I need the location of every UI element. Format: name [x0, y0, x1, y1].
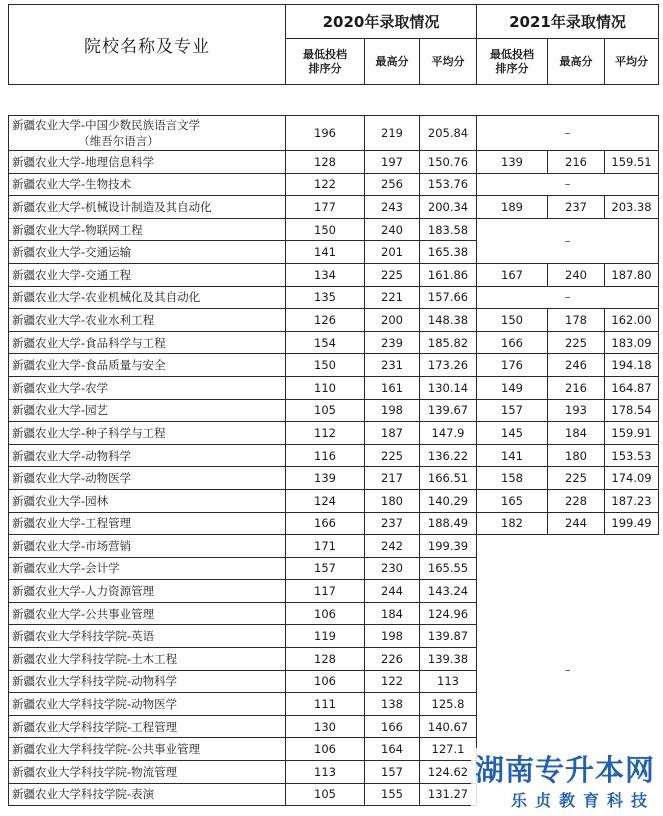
- header-2020-min-label: 最低投档 排序分: [303, 47, 347, 75]
- max-2020: 187: [365, 422, 420, 445]
- major-name: 新疆农业大学-机械设计制造及其自动化: [9, 196, 286, 219]
- min-2020: 122: [286, 173, 365, 196]
- avg-2020: 200.34: [420, 196, 477, 219]
- min-2020: 134: [286, 263, 365, 286]
- min-2020: 150: [286, 354, 365, 377]
- avg-2020: 139.87: [420, 625, 477, 648]
- max-2020: 225: [365, 444, 420, 467]
- max-2020: 164: [365, 738, 420, 761]
- avg-2020: 157.66: [420, 286, 477, 309]
- max-2020: 161: [365, 376, 420, 399]
- avg-2021: 187.80: [605, 263, 659, 286]
- max-2020: 157: [365, 761, 420, 784]
- min-2020: 112: [286, 422, 365, 445]
- table-row: [9, 354, 659, 377]
- min-2020: 150: [286, 218, 365, 241]
- avg-2021: 178.54: [605, 399, 659, 422]
- avg-2021: 164.87: [605, 376, 659, 399]
- min-2020: 105: [286, 783, 365, 806]
- major-name: 新疆农业大学-动物科学: [9, 444, 286, 467]
- min-2020: 126: [286, 309, 365, 332]
- no-data-2021: –: [477, 218, 659, 263]
- header-2020-max: 最高分: [365, 39, 420, 85]
- avg-2020: 147.9: [420, 422, 477, 445]
- avg-2020: 130.14: [420, 376, 477, 399]
- table-row: [9, 512, 659, 535]
- header-2020-min: [286, 39, 365, 85]
- min-2020: 116: [286, 444, 365, 467]
- avg-2020: 165.38: [420, 241, 477, 264]
- table-row: [9, 309, 659, 332]
- watermark: [471, 748, 659, 814]
- major-name-line2: （维吾尔语言）: [78, 134, 159, 148]
- table-row: [9, 263, 659, 286]
- max-2020: 240: [365, 218, 420, 241]
- min-2020: 177: [286, 196, 365, 219]
- avg-2021: 194.18: [605, 354, 659, 377]
- major-name: 新疆农业大学-交通运输: [9, 241, 286, 264]
- table-row: [9, 151, 659, 174]
- max-2020: 198: [365, 625, 420, 648]
- max-2020: 237: [365, 512, 420, 535]
- major-name: 新疆农业大学-公共事业管理: [9, 602, 286, 625]
- avg-2020: 153.76: [420, 173, 477, 196]
- table-row: [9, 196, 659, 219]
- major-name: 新疆农业大学-农业水利工程: [9, 309, 286, 332]
- header-2021-max: 最高分: [548, 39, 605, 85]
- table-row: [9, 535, 659, 558]
- min-2021: 189: [477, 196, 548, 219]
- admission-table-frame: [8, 4, 658, 814]
- min-2020: 139: [286, 467, 365, 490]
- major-name: 新疆农业大学-食品科学与工程: [9, 331, 286, 354]
- major-name: 新疆农业大学-农学: [9, 376, 286, 399]
- max-2020: 198: [365, 399, 420, 422]
- min-2020: 154: [286, 331, 365, 354]
- header-2021-avg: 平均分: [605, 39, 659, 85]
- max-2021: 178: [548, 309, 605, 332]
- avg-2020: 161.86: [420, 263, 477, 286]
- max-2021: 246: [548, 354, 605, 377]
- avg-2020: 148.38: [420, 309, 477, 332]
- admission-table: [8, 4, 659, 806]
- min-2021: 157: [477, 399, 548, 422]
- min-2021: 165: [477, 489, 548, 512]
- table-row: [9, 399, 659, 422]
- min-2020: 105: [286, 399, 365, 422]
- major-name: 新疆农业大学-动物医学: [9, 467, 286, 490]
- min-2021: 150: [477, 309, 548, 332]
- major-name: 新疆农业大学科技学院-公共事业管理: [9, 738, 286, 761]
- max-2020: 221: [365, 286, 420, 309]
- major-name: 新疆农业大学-人力资源管理: [9, 580, 286, 603]
- major-name: 新疆农业大学-交通工程: [9, 263, 286, 286]
- avg-2020: 185.82: [420, 331, 477, 354]
- avg-2020: 113: [420, 670, 477, 693]
- min-2020: 110: [286, 376, 365, 399]
- max-2020: 200: [365, 309, 420, 332]
- avg-2020: 166.51: [420, 467, 477, 490]
- avg-2020: 143.24: [420, 580, 477, 603]
- min-2021: 166: [477, 331, 548, 354]
- watermark-subtitle: 乐贞教育科技: [510, 791, 655, 810]
- avg-2020: 173.26: [420, 354, 477, 377]
- min-2020: 117: [286, 580, 365, 603]
- min-2020: 106: [286, 738, 365, 761]
- max-2020: 226: [365, 648, 420, 671]
- table-row: [9, 331, 659, 354]
- min-2020: 166: [286, 512, 365, 535]
- max-2021: 180: [548, 444, 605, 467]
- max-2020: 244: [365, 580, 420, 603]
- min-2020: 119: [286, 625, 365, 648]
- avg-2021: 199.49: [605, 512, 659, 535]
- major-name: 新疆农业大学-地理信息科学: [9, 151, 286, 174]
- min-2020: 128: [286, 151, 365, 174]
- max-2020: 239: [365, 331, 420, 354]
- avg-2021: 203.38: [605, 196, 659, 219]
- avg-2020: 125.8: [420, 693, 477, 716]
- major-name: 新疆农业大学-园艺: [9, 399, 286, 422]
- avg-2020: 124.96: [420, 602, 477, 625]
- table-row: [9, 116, 659, 151]
- major-name: 新疆农业大学-市场营销: [9, 535, 286, 558]
- avg-2020: 124.62: [420, 761, 477, 784]
- min-2020: 111: [286, 693, 365, 716]
- header-college-major: 院校名称及专业: [9, 5, 286, 85]
- max-2021: 240: [548, 263, 605, 286]
- max-2020: 230: [365, 557, 420, 580]
- max-2020: 217: [365, 467, 420, 490]
- min-2020: 128: [286, 648, 365, 671]
- min-2021: 167: [477, 263, 548, 286]
- min-2020: 141: [286, 241, 365, 264]
- avg-2020: 127.1: [420, 738, 477, 761]
- min-2021: 182: [477, 512, 548, 535]
- no-data-2021: –: [477, 535, 659, 806]
- major-name: 新疆农业大学科技学院-英语: [9, 625, 286, 648]
- table-row: [9, 286, 659, 309]
- major-name: 新疆农业大学科技学院-动物科学: [9, 670, 286, 693]
- max-2020: 122: [365, 670, 420, 693]
- header-2020-avg: 平均分: [420, 39, 477, 85]
- max-2021: 184: [548, 422, 605, 445]
- min-2020: 124: [286, 489, 365, 512]
- avg-2020: 183.58: [420, 218, 477, 241]
- max-2020: 180: [365, 489, 420, 512]
- avg-2020: 131.27: [420, 783, 477, 806]
- min-2020: 106: [286, 670, 365, 693]
- major-name: 新疆农业大学-食品质量与安全: [9, 354, 286, 377]
- major-name: 新疆农业大学-生物技术: [9, 173, 286, 196]
- max-2020: 155: [365, 783, 420, 806]
- max-2021: 244: [548, 512, 605, 535]
- max-2020: 219: [365, 116, 420, 151]
- min-2020: 196: [286, 116, 365, 151]
- min-2020: 113: [286, 761, 365, 784]
- min-2020: 106: [286, 602, 365, 625]
- avg-2020: 140.29: [420, 489, 477, 512]
- max-2020: 138: [365, 693, 420, 716]
- major-name: 新疆农业大学-物联网工程: [9, 218, 286, 241]
- max-2021: 216: [548, 151, 605, 174]
- max-2020: 243: [365, 196, 420, 219]
- min-2021: 176: [477, 354, 548, 377]
- major-name: 新疆农业大学-种子科学与工程: [9, 422, 286, 445]
- max-2021: 225: [548, 467, 605, 490]
- max-2020: 184: [365, 602, 420, 625]
- min-2021: 139: [477, 151, 548, 174]
- major-name: 新疆农业大学-会计学: [9, 557, 286, 580]
- major-name: 新疆农业大学-农业机械化及其自动化: [9, 286, 286, 309]
- max-2021: 225: [548, 331, 605, 354]
- major-name: [9, 116, 286, 151]
- avg-2021: 153.53: [605, 444, 659, 467]
- table-body: [9, 85, 659, 806]
- major-name: 新疆农业大学科技学院-物流管理: [9, 761, 286, 784]
- avg-2020: 165.55: [420, 557, 477, 580]
- avg-2020: 188.49: [420, 512, 477, 535]
- max-2020: 166: [365, 715, 420, 738]
- watermark-title: 湖南专升本网: [474, 753, 655, 787]
- header-2021-min-label: 最低投档 排序分: [490, 47, 534, 75]
- avg-2021: 187.23: [605, 489, 659, 512]
- min-2020: 157: [286, 557, 365, 580]
- table-row: [9, 376, 659, 399]
- no-data-2021: –: [477, 286, 659, 309]
- avg-2021: 159.91: [605, 422, 659, 445]
- header-2020: 2020年录取情况: [286, 5, 477, 39]
- max-2021: 237: [548, 196, 605, 219]
- header-2021: 2021年录取情况: [477, 5, 659, 39]
- max-2020: 201: [365, 241, 420, 264]
- table-row: [9, 467, 659, 490]
- major-name: 新疆农业大学科技学院-表演: [9, 783, 286, 806]
- spacer-row: [9, 85, 659, 116]
- avg-2021: 159.51: [605, 151, 659, 174]
- max-2021: 193: [548, 399, 605, 422]
- avg-2020: 199.39: [420, 535, 477, 558]
- table-row: [9, 489, 659, 512]
- max-2021: 216: [548, 376, 605, 399]
- no-data-2021: –: [477, 173, 659, 196]
- avg-2020: 139.67: [420, 399, 477, 422]
- avg-2021: 174.09: [605, 467, 659, 490]
- avg-2020: 136.22: [420, 444, 477, 467]
- major-name: 新疆农业大学-园林: [9, 489, 286, 512]
- major-name: 新疆农业大学科技学院-工程管理: [9, 715, 286, 738]
- min-2021: 158: [477, 467, 548, 490]
- min-2021: 141: [477, 444, 548, 467]
- no-data-2021: –: [477, 116, 659, 151]
- table-row: [9, 218, 659, 241]
- avg-2020: 150.76: [420, 151, 477, 174]
- table-row: [9, 444, 659, 467]
- major-name: 新疆农业大学-工程管理: [9, 512, 286, 535]
- max-2020: 242: [365, 535, 420, 558]
- major-name: 新疆农业大学科技学院-动物医学: [9, 693, 286, 716]
- table-row: [9, 422, 659, 445]
- max-2020: 197: [365, 151, 420, 174]
- min-2021: 145: [477, 422, 548, 445]
- major-name: 新疆农业大学科技学院-土木工程: [9, 648, 286, 671]
- avg-2021: 183.09: [605, 331, 659, 354]
- max-2020: 225: [365, 263, 420, 286]
- max-2020: 256: [365, 173, 420, 196]
- avg-2020: 140.67: [420, 715, 477, 738]
- major-name-line1: 新疆农业大学-中国少数民族语言文学: [12, 118, 201, 132]
- max-2020: 231: [365, 354, 420, 377]
- min-2020: 135: [286, 286, 365, 309]
- table-row: [9, 173, 659, 196]
- avg-2020: 139.38: [420, 648, 477, 671]
- min-2020: 130: [286, 715, 365, 738]
- min-2020: 171: [286, 535, 365, 558]
- avg-2020: 205.84: [420, 116, 477, 151]
- header-2021-min: [477, 39, 548, 85]
- max-2021: 228: [548, 489, 605, 512]
- avg-2021: 162.00: [605, 309, 659, 332]
- min-2021: 149: [477, 376, 548, 399]
